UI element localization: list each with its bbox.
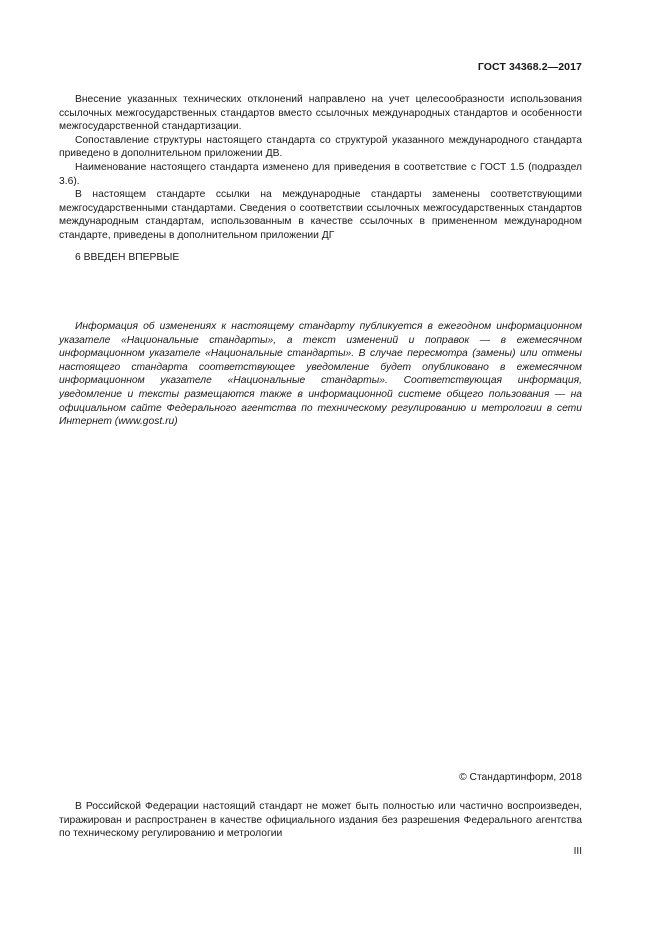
paragraph-references: В настоящем стандарте ссылки на международные стандарты заменены соответствующими межгосударственными стандартами. Сведения о соответствии ссылочных межгосударственных стандартов международным стандартам, использованным в качестве ссылочных в примененном международном стандарте, приведены в дополнительном приложении ДГ (59, 189, 582, 241)
paragraph-deviations: Внесение указанных технических отклонений направлено на учет целесообразности использования ссылочных межгосударственных стандартов вместо ссылочных международных стандартов и особенности межгосударственной стандартизации. (59, 94, 582, 133)
reproduction-notice: В Российской Федерации настоящий стандарт не может быть полностью или частично воспроизведен, тиражирован и распространен в качестве официального издания без разрешения Федерального агентства по техническому регулированию и метрологии (59, 801, 582, 840)
page-number: III (573, 846, 582, 857)
info-notice-block (59, 320, 582, 429)
reproduction-notice-block (59, 800, 582, 841)
section-6-heading: 6 ВВЕДЕН ВПЕРВЫЕ (75, 252, 180, 263)
copyright-line: © Стандартинформ, 2018 (459, 772, 582, 783)
document-code: ГОСТ 34368.2—2017 (477, 61, 582, 73)
paragraph-name-change: Наименование настоящего стандарта изменено для приведения в соответствие с ГОСТ 1.5 (подраздел 3.6). (59, 161, 582, 187)
info-paragraph: Информация об изменениях к настоящему стандарту публикуется в ежегодном информационном указателе «Национальные стандарты», а текст изменений и поправок — в ежемесячном информационном указателе «Национальные стандарты». В случае пересмотра (замены) или отмены настоящего стандарта соответствующее уведомление будет опубликовано в ежемесячном информационном указателе «Национальные стандарты». Соответствующая информация, уведомление и тексты размещаются также в информационной системе общего пользования — на официальном сайте Федерального агентства по техническому регулированию и метрологии в сети Интернет (www.gost.ru) (59, 321, 582, 428)
main-text-block (59, 93, 582, 243)
paragraph-structure-comparison: Сопоставление структуры настоящего стандарта со структурой указанного международного стандарта приведено в дополнительном приложении ДВ. (59, 134, 582, 160)
